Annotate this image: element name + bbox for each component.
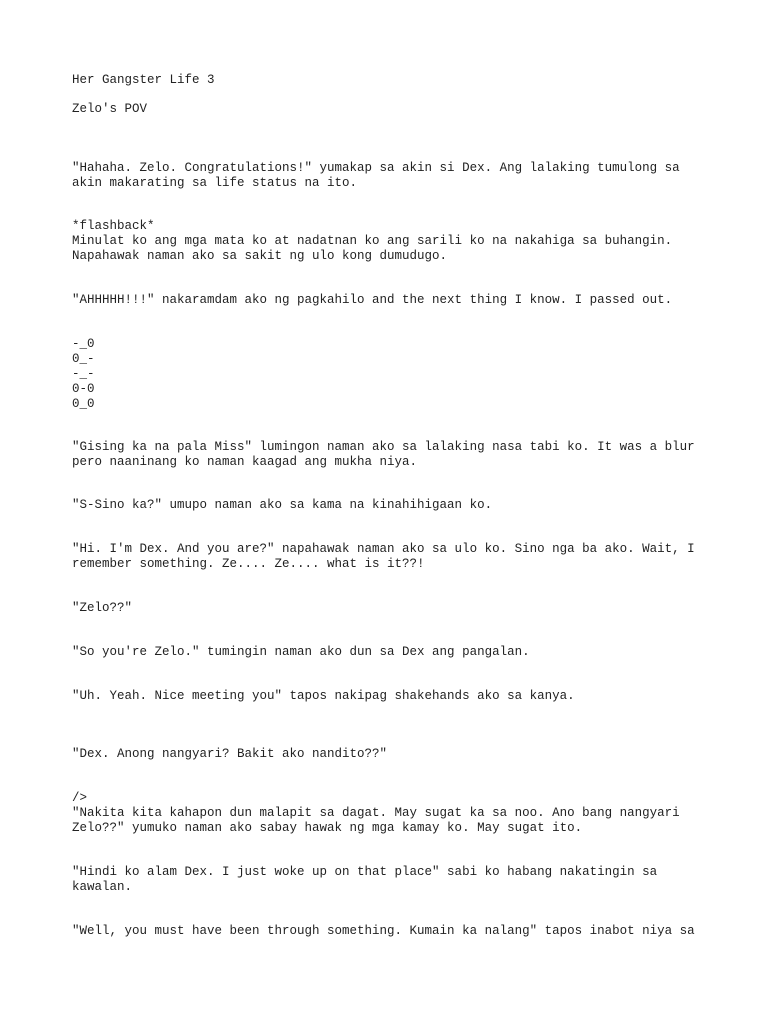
text-line: 0_- [72, 352, 95, 366]
text-line: "S-Sino ka?" umupo naman ako sa kama na kinahihigaan ko. [72, 498, 493, 512]
text-line: /> [72, 791, 88, 805]
text-line: -_0 [72, 337, 95, 351]
text-line: "Nakita kita kahapon dun malapit sa dagat. May sugat ka sa noo. Ano bang nangyari [72, 806, 680, 820]
text-line: "Uh. Yeah. Nice meeting you" tapos nakipag shakehands ako sa kanya. [72, 689, 575, 703]
text-line: "AHHHHH!!!" nakaramdam ako ng pagkahilo and the next thing I know. I passed out. [72, 293, 673, 307]
text-line: Minulat ko ang mga mata ko at nadatnan ko ang sarili ko na nakahiga sa buhangin. [72, 234, 673, 248]
text-line: remember something. Ze.... Ze.... what is it??! [72, 557, 425, 571]
text-line: "Hahaha. Zelo. Congratulations!" yumakap sa akin si Dex. Ang lalaking tumulong sa [72, 161, 680, 175]
text-line: akin makarating sa life status na ito. [72, 176, 358, 190]
text-line: "Hindi ko alam Dex. I just woke up on that place" sabi ko habang nakatingin sa [72, 865, 658, 879]
text-line: -_- [72, 367, 95, 381]
document-title: Her Gangster Life 3 [72, 73, 215, 87]
text-line: "Hi. I'm Dex. And you are?" napahawak naman ako sa ulo ko. Sino nga ba ako. Wait, I [72, 542, 695, 556]
pov-heading: Zelo's POV [72, 102, 148, 116]
text-line: 0-0 [72, 382, 95, 396]
text-line: pero naaninang ko naman kaagad ang mukha niya. [72, 455, 418, 469]
text-line: "So you're Zelo." tumingin naman ako dun sa Dex ang pangalan. [72, 645, 530, 659]
text-line: *flashback* [72, 219, 155, 233]
text-line: Zelo??" yumuko naman ako sabay hawak ng mga kamay ko. May sugat ito. [72, 821, 583, 835]
text-line: 0_0 [72, 397, 95, 411]
text-line: "Well, you must have been through something. Kumain ka nalang" tapos inabot niya sa [72, 924, 695, 938]
text-line: "Gising ka na pala Miss" lumingon naman ako sa lalaking nasa tabi ko. It was a blur [72, 440, 695, 454]
text-line: "Zelo??" [72, 601, 133, 615]
text-line: "Dex. Anong nangyari? Bakit ako nandito??" [72, 747, 388, 761]
text-line: Napahawak naman ako sa sakit ng ulo kong dumudugo. [72, 249, 448, 263]
text-line: kawalan. [72, 880, 133, 894]
